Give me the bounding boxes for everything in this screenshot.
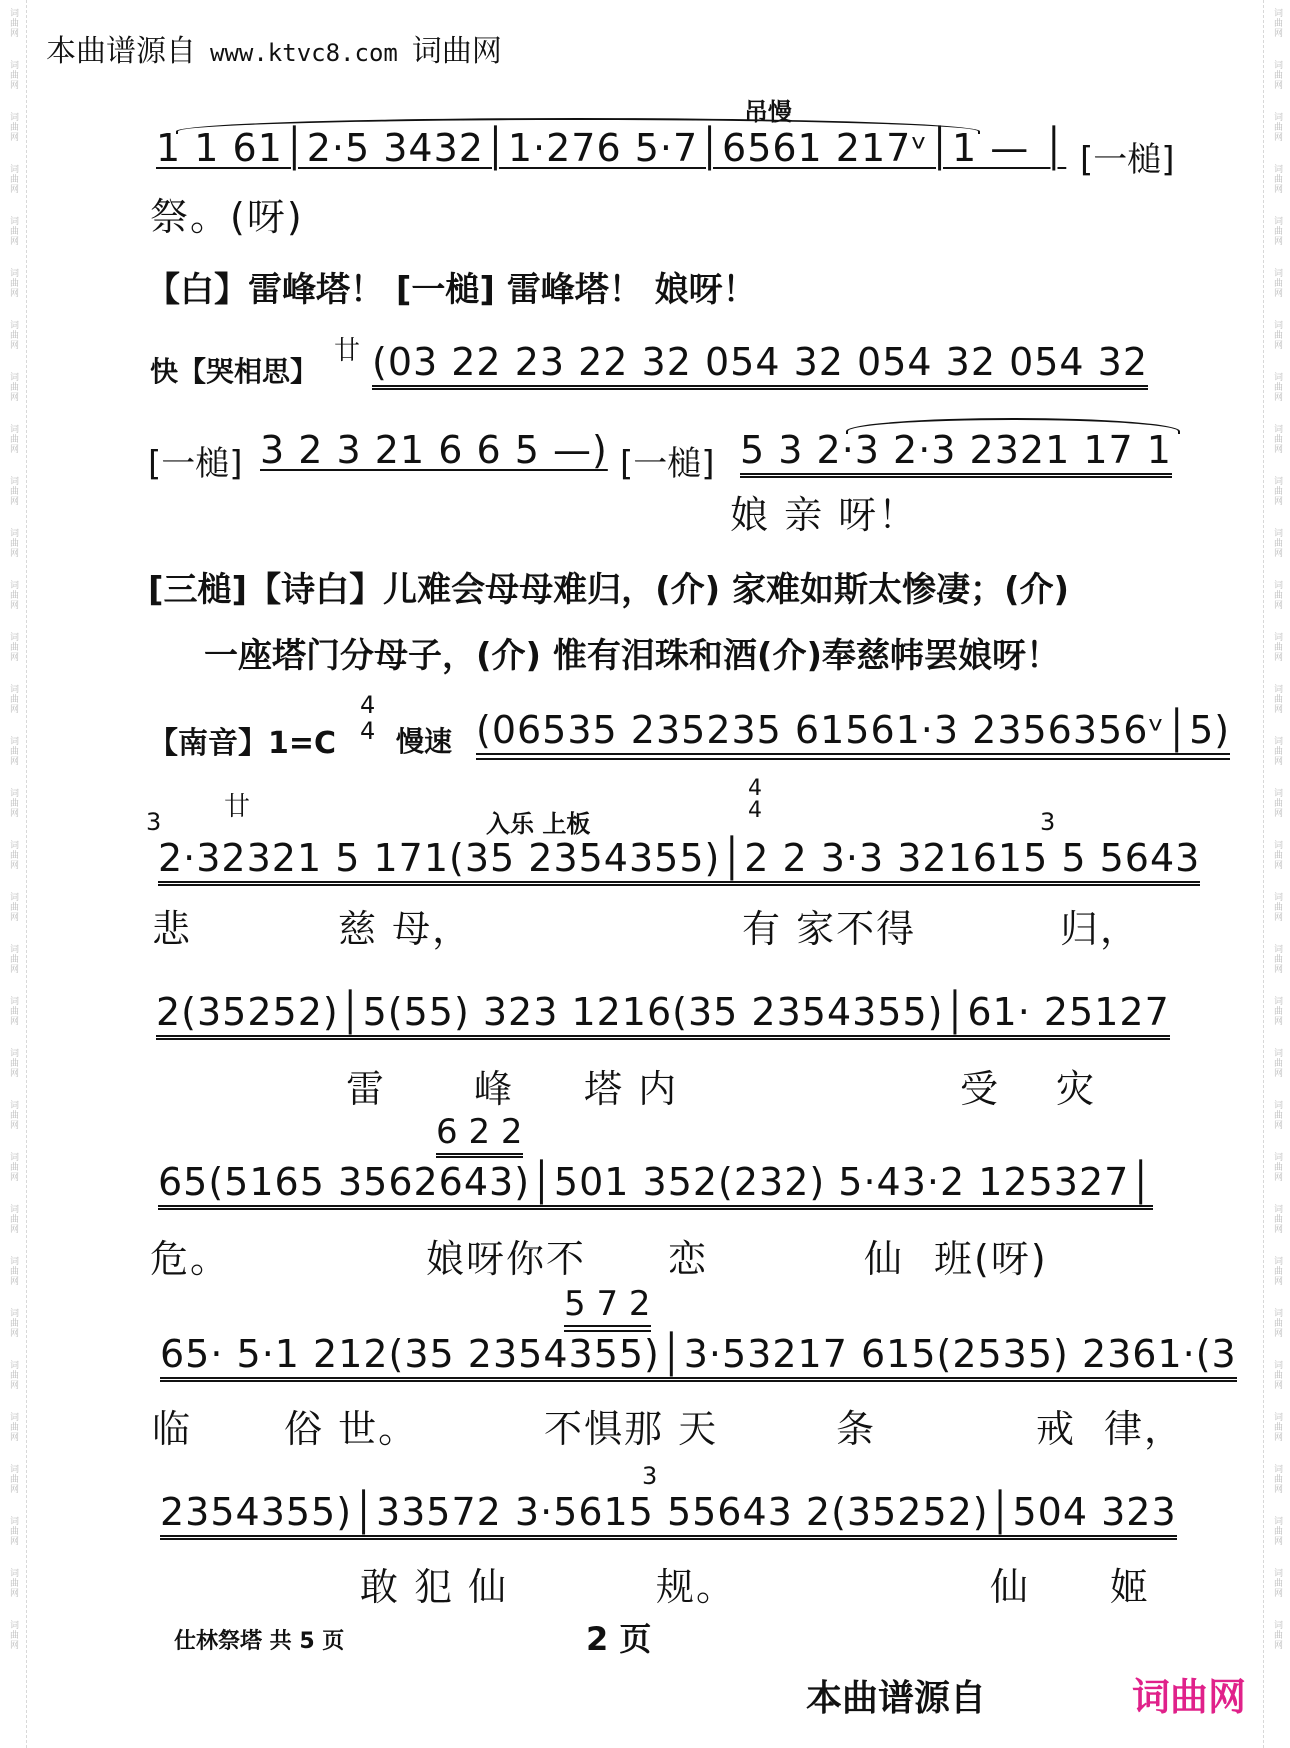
grace-note: 3 xyxy=(1040,808,1056,836)
side-watermark-text: 词曲网 xyxy=(1272,788,1282,818)
lyric-syllable: 仙 xyxy=(990,1565,1031,1609)
side-watermark-text: 词曲网 xyxy=(8,1152,18,1182)
lyric-syllable: 条 xyxy=(836,1407,877,1451)
notes: 6 2 2 xyxy=(436,1112,523,1158)
side-watermark-text: 词曲网 xyxy=(8,8,18,38)
notation-line-1 xyxy=(156,126,1066,170)
lyric-syllable: 归， xyxy=(1060,907,1141,951)
side-watermark-text: 词曲网 xyxy=(1272,892,1282,922)
lyric-syllable: 有 家不得 xyxy=(742,907,917,951)
side-watermark-text: 词曲网 xyxy=(1272,1412,1282,1442)
notes: 5 7 2 xyxy=(564,1284,651,1332)
lyric-syllable: 规。 xyxy=(656,1565,737,1609)
side-watermark-text: 词曲网 xyxy=(1272,736,1282,766)
grace-note: 3 xyxy=(642,1462,658,1490)
notation-line-6 xyxy=(476,708,1230,752)
side-watermark-text: 词曲网 xyxy=(8,996,18,1026)
ornament-notes xyxy=(436,1112,523,1152)
side-watermark-text: 词曲网 xyxy=(1272,8,1282,38)
side-watermark-text: 词曲网 xyxy=(8,736,18,766)
side-watermark-text: 词曲网 xyxy=(1272,684,1282,714)
source-header xyxy=(46,26,502,70)
tempo-label: 慢速 xyxy=(396,725,453,758)
poem-line-2: 一座塔门分母子，(介) 惟有泪珠和酒(介)奉慈帏罢娘呀！ xyxy=(204,636,1060,676)
notes: 65· 5·1 212(35 2354355)│3·53217 615(2535) 2361·(3 xyxy=(160,1332,1237,1382)
lyric-syllable: 灾 xyxy=(1056,1067,1097,1111)
side-watermark-text: 词曲网 xyxy=(8,840,18,870)
notes: 2·32321 5 171(35 2354355)│2 2 3·3 321615 5 5643 xyxy=(158,836,1200,886)
notes: 2(35252)│5(55) 323 1216(35 2354355)│61· 25127 xyxy=(156,990,1170,1040)
footer-brand-logo[interactable]: 词曲网 xyxy=(1132,1675,1247,1719)
lyric-syllable: 律， xyxy=(1104,1407,1185,1451)
notes: 65(5165 3562643)│501 352(232) 5·43·2 125327│ xyxy=(158,1160,1153,1210)
side-watermark-text: 词曲网 xyxy=(1272,840,1282,870)
lyric-syllable: 慈 母， xyxy=(338,907,473,951)
side-watermark-text: 词曲网 xyxy=(1272,944,1282,974)
tune-label: 快【哭相思】 xyxy=(150,355,319,388)
free-rhythm-mark: 廿 xyxy=(334,336,361,366)
side-watermark-text: 词曲网 xyxy=(8,1516,18,1546)
key-signature-label: 【南音】1=C xyxy=(148,726,337,761)
side-watermark-text: 词曲网 xyxy=(8,1100,18,1130)
side-watermark-text: 词曲网 xyxy=(8,1360,18,1390)
notes: (06535 235235 61561·3 2356356ᵛ│5) xyxy=(476,708,1230,760)
side-watermark-text: 词曲网 xyxy=(1272,1568,1282,1598)
side-watermark-text: 词曲网 xyxy=(8,1620,18,1650)
side-watermark-text: 词曲网 xyxy=(1272,216,1282,246)
lyric-syllable: 戒 xyxy=(1036,1407,1077,1451)
side-watermark-text: 词曲网 xyxy=(1272,528,1282,558)
lyric-syllable: 俗 世。 xyxy=(284,1407,419,1451)
lyric-syllable: 塔 内 xyxy=(584,1067,679,1111)
side-watermark-text: 词曲网 xyxy=(1272,1152,1282,1182)
side-watermark-text: 词曲网 xyxy=(1272,1464,1282,1494)
side-watermark-text: 词曲网 xyxy=(1272,60,1282,90)
side-watermark-strip-left xyxy=(0,0,27,1748)
side-watermark-text: 词曲网 xyxy=(8,164,18,194)
lyric-syllable: 娘呀你不 xyxy=(426,1237,587,1281)
side-watermark-text: 词曲网 xyxy=(1272,112,1282,142)
side-watermark-text: 词曲网 xyxy=(8,1568,18,1598)
header-suffix: 词曲网 xyxy=(411,34,502,69)
side-watermark-text: 词曲网 xyxy=(8,528,18,558)
notation-line-4a xyxy=(260,428,608,472)
side-watermark-text: 词曲网 xyxy=(8,476,18,506)
time-top: 4 xyxy=(360,691,376,719)
percussion-label: [一槌] xyxy=(1080,140,1175,180)
side-watermark-text: 词曲网 xyxy=(8,216,18,246)
lyric-line-1: 祭。(呀) xyxy=(150,195,304,239)
notes: 2354355)│33572 3·5615 55643 2(35252)│504 323 xyxy=(160,1490,1177,1540)
lyric-syllable: 峰 xyxy=(474,1067,515,1111)
side-watermark-text: 词曲网 xyxy=(1272,632,1282,662)
side-watermark-text: 词曲网 xyxy=(1272,1100,1282,1130)
grace-note: 3 xyxy=(146,808,162,836)
side-watermark-text: 词曲网 xyxy=(1272,320,1282,350)
spoken-line: 【白】雷峰塔！ [一槌] 雷峰塔！ 娘呀！ xyxy=(146,270,757,310)
side-watermark-text: 词曲网 xyxy=(8,1464,18,1494)
footer-title: 仕林祭塔 共 5 页 xyxy=(174,1629,345,1654)
notation-line-7 xyxy=(158,836,1200,880)
lyric-syllable: 敢 犯 仙 xyxy=(360,1565,509,1609)
notes: 3 2 3 21 6 6 5 —) xyxy=(260,428,608,472)
lyric-syllable: 仙 xyxy=(864,1237,905,1281)
side-watermark-text: 词曲网 xyxy=(8,1256,18,1286)
side-watermark-text: 词曲网 xyxy=(8,268,18,298)
side-watermark-text: 词曲网 xyxy=(8,580,18,610)
side-watermark-text: 词曲网 xyxy=(8,684,18,714)
side-watermark-text: 词曲网 xyxy=(1272,580,1282,610)
side-watermark-text: 词曲网 xyxy=(8,788,18,818)
side-watermark-text: 词曲网 xyxy=(8,1412,18,1442)
side-watermark-text: 词曲网 xyxy=(1272,1620,1282,1650)
side-watermark-text: 词曲网 xyxy=(1272,476,1282,506)
side-watermark-text: 词曲网 xyxy=(1272,1256,1282,1286)
side-watermark-strip-right xyxy=(1263,0,1290,1748)
side-watermark-text: 词曲网 xyxy=(1272,1204,1282,1234)
side-watermark-text: 词曲网 xyxy=(1272,1308,1282,1338)
side-watermark-text: 词曲网 xyxy=(8,1048,18,1078)
lyric-syllable: 临 xyxy=(152,1407,193,1451)
lyric-syllable: 危。 xyxy=(150,1237,231,1281)
side-watermark-text: 词曲网 xyxy=(8,1204,18,1234)
notation-line-9 xyxy=(158,1160,1153,1204)
percussion-label: [一槌] xyxy=(620,444,715,484)
time-top: 4 xyxy=(748,776,762,801)
time-bottom: 4 xyxy=(360,717,376,745)
tempo-mark: 吊慢 xyxy=(744,98,792,126)
lyric-line-4: 娘 亲 呀！ xyxy=(730,493,919,537)
side-watermark-text: 词曲网 xyxy=(1272,372,1282,402)
time-bottom: 4 xyxy=(748,798,762,823)
notation-line-4b xyxy=(740,428,1172,472)
lyric-syllable: 班(呀) xyxy=(934,1237,1048,1281)
notation-line-8 xyxy=(156,990,1170,1034)
side-watermark-text: 词曲网 xyxy=(8,112,18,142)
side-watermark-text: 词曲网 xyxy=(1272,1048,1282,1078)
side-watermark-text: 词曲网 xyxy=(1272,1516,1282,1546)
notes: (03 22 23 22 32 054 32 054 32 054 32 xyxy=(372,340,1148,390)
ornament-notes xyxy=(564,1284,651,1324)
header-prefix: 本曲谱源自 xyxy=(46,34,196,69)
side-watermark-text: 词曲网 xyxy=(1272,424,1282,454)
lyric-syllable: 恋 xyxy=(668,1237,709,1281)
free-rhythm-mark: 廿 xyxy=(224,792,251,822)
annotation: 入乐 上板 xyxy=(486,810,591,838)
lyric-syllable: 悲 xyxy=(152,907,193,951)
notation-line-10 xyxy=(160,1332,1237,1376)
side-watermark-text: 词曲网 xyxy=(8,892,18,922)
notes: 5 3 2·3 2·3 2321 17 1 xyxy=(740,428,1172,478)
side-watermark-text: 词曲网 xyxy=(1272,1360,1282,1390)
header-site-link[interactable]: www.ktvc8.com xyxy=(210,39,398,67)
side-watermark-text: 词曲网 xyxy=(1272,996,1282,1026)
side-watermark-text: 词曲网 xyxy=(8,320,18,350)
side-watermark-text: 词曲网 xyxy=(1272,164,1282,194)
side-watermark-text: 词曲网 xyxy=(8,944,18,974)
time-signature xyxy=(360,692,375,744)
side-watermark-text: 词曲网 xyxy=(8,60,18,90)
lyric-syllable: 不惧那 天 xyxy=(544,1407,719,1451)
footer-source-label: 本曲谱源自 xyxy=(806,1678,987,1719)
lyric-syllable: 姬 xyxy=(1110,1565,1151,1609)
notation-line-3 xyxy=(372,340,1148,384)
time-signature xyxy=(748,778,762,822)
poem-line-1: [三槌]【诗白】儿难会母母难归，(介) 家难如斯太惨凄；(介) xyxy=(148,570,1070,610)
page-number: 2 页 xyxy=(586,1620,652,1658)
notation-line-11 xyxy=(160,1490,1177,1534)
side-watermark-text: 词曲网 xyxy=(8,372,18,402)
side-watermark-text: 词曲网 xyxy=(8,1308,18,1338)
side-watermark-text: 词曲网 xyxy=(8,424,18,454)
percussion-label: [一槌] xyxy=(148,444,243,484)
side-watermark-text: 词曲网 xyxy=(8,632,18,662)
lyric-syllable: 受 xyxy=(960,1067,1001,1111)
side-watermark-text: 词曲网 xyxy=(1272,268,1282,298)
lyric-syllable: 雷 xyxy=(346,1067,387,1111)
notes: 1 1 61│2·5 3432│1·276 5·7│6561 217ᵛ│1 — │ xyxy=(156,126,1067,170)
